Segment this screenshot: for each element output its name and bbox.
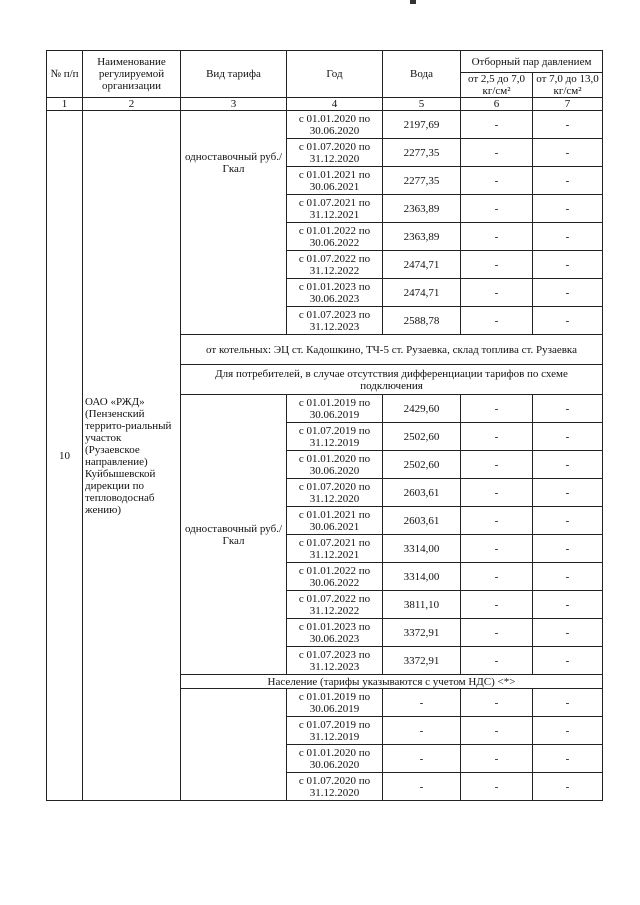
tariff-type: одноставочный руб./Гкал — [181, 111, 287, 335]
steam-a-value: - — [461, 279, 533, 307]
steam-b-value: - — [533, 251, 603, 279]
organization-name: ОАО «РЖД» (Пензенский террито-риальный участок (Рузаевское направление) Куйбышевской дирекции по тепловодоснаб жению) — [83, 111, 181, 801]
steam-a-value: - — [461, 307, 533, 335]
period-cell: с 01.01.2019 по 30.06.2019 — [287, 689, 383, 717]
water-value: - — [383, 773, 461, 801]
scan-mark — [410, 0, 416, 4]
steam-a-value: - — [461, 195, 533, 223]
header-year: Год — [287, 51, 383, 98]
steam-a-value: - — [461, 745, 533, 773]
water-value: 2502,60 — [383, 423, 461, 451]
period-cell: с 01.01.2022 по 30.06.2022 — [287, 223, 383, 251]
water-value: 2588,78 — [383, 307, 461, 335]
steam-b-value: - — [533, 279, 603, 307]
period-cell: с 01.07.2021 по 31.12.2021 — [287, 195, 383, 223]
period-cell: с 01.01.2021 по 30.06.2021 — [287, 167, 383, 195]
water-value: 3811,10 — [383, 591, 461, 619]
header-steam: Отборный пар давлением — [461, 51, 603, 73]
water-value: 2603,61 — [383, 507, 461, 535]
steam-b-value: - — [533, 507, 603, 535]
steam-a-value: - — [461, 535, 533, 563]
header-steam-a: от 2,5 до 7,0 кг/см² — [461, 73, 533, 98]
population-note: Население (тарифы указываются с учетом НДС) <*> — [181, 675, 603, 689]
water-value: 3372,91 — [383, 619, 461, 647]
water-value: - — [383, 717, 461, 745]
steam-b-value: - — [533, 195, 603, 223]
steam-b-value: - — [533, 619, 603, 647]
period-cell: с 01.01.2019 по 30.06.2019 — [287, 395, 383, 423]
steam-b-value: - — [533, 479, 603, 507]
steam-a-value: - — [461, 139, 533, 167]
steam-a-value: - — [461, 451, 533, 479]
steam-b-value: - — [533, 139, 603, 167]
water-value: - — [383, 689, 461, 717]
water-value: 2603,61 — [383, 479, 461, 507]
tariff-type-empty — [181, 689, 287, 801]
column-number: 6 — [461, 98, 533, 111]
steam-b-value: - — [533, 745, 603, 773]
water-value: 2197,69 — [383, 111, 461, 139]
period-cell: с 01.07.2022 по 31.12.2022 — [287, 591, 383, 619]
table-row — [47, 111, 603, 139]
water-value: 2474,71 — [383, 251, 461, 279]
steam-a-value: - — [461, 647, 533, 675]
steam-a-value: - — [461, 423, 533, 451]
steam-a-value: - — [461, 507, 533, 535]
steam-a-value: - — [461, 689, 533, 717]
water-value: 2429,60 — [383, 395, 461, 423]
steam-b-value: - — [533, 689, 603, 717]
steam-a-value: - — [461, 563, 533, 591]
steam-b-value: - — [533, 535, 603, 563]
header-tariff-type: Вид тарифа — [181, 51, 287, 98]
column-number: 2 — [83, 98, 181, 111]
steam-a-value: - — [461, 591, 533, 619]
period-cell: с 01.07.2020 по 31.12.2020 — [287, 139, 383, 167]
steam-b-value: - — [533, 111, 603, 139]
steam-a-value: - — [461, 773, 533, 801]
water-value: - — [383, 745, 461, 773]
header-water: Вода — [383, 51, 461, 98]
boiler-note: от котельных: ЭЦ ст. Кадошкино, ТЧ-5 ст. Рузаевка, склад топлива ст. Рузаевка — [181, 335, 603, 365]
column-number: 5 — [383, 98, 461, 111]
water-value: 2277,35 — [383, 139, 461, 167]
period-cell: с 01.07.2021 по 31.12.2021 — [287, 535, 383, 563]
steam-a-value: - — [461, 479, 533, 507]
period-cell: с 01.01.2022 по 30.06.2022 — [287, 563, 383, 591]
period-cell: с 01.01.2020 по 30.06.2020 — [287, 745, 383, 773]
period-cell: с 01.07.2022 по 31.12.2022 — [287, 251, 383, 279]
steam-b-value: - — [533, 647, 603, 675]
steam-b-value: - — [533, 423, 603, 451]
water-value: 2363,89 — [383, 223, 461, 251]
column-number: 3 — [181, 98, 287, 111]
water-value: 2502,60 — [383, 451, 461, 479]
steam-a-value: - — [461, 717, 533, 745]
steam-b-value: - — [533, 307, 603, 335]
period-cell: с 01.01.2020 по 30.06.2020 — [287, 451, 383, 479]
steam-a-value: - — [461, 251, 533, 279]
steam-b-value: - — [533, 167, 603, 195]
water-value: 3314,00 — [383, 535, 461, 563]
period-cell: с 01.07.2023 по 31.12.2023 — [287, 307, 383, 335]
steam-b-value: - — [533, 773, 603, 801]
period-cell: с 01.07.2019 по 31.12.2019 — [287, 717, 383, 745]
period-cell: с 01.01.2020 по 30.06.2020 — [287, 111, 383, 139]
row-number: 10 — [47, 111, 83, 801]
water-value: 3372,91 — [383, 647, 461, 675]
header-org: Наименование регулируемой организации — [83, 51, 181, 98]
column-number: 4 — [287, 98, 383, 111]
steam-a-value: - — [461, 167, 533, 195]
steam-b-value: - — [533, 717, 603, 745]
column-number: 7 — [533, 98, 603, 111]
steam-b-value: - — [533, 591, 603, 619]
steam-b-value: - — [533, 395, 603, 423]
steam-a-value: - — [461, 619, 533, 647]
tariff-table — [46, 50, 603, 801]
period-cell: с 01.01.2023 по 30.06.2023 — [287, 279, 383, 307]
header-steam-b: от 7,0 до 13,0 кг/см² — [533, 73, 603, 98]
period-cell: с 01.07.2023 по 31.12.2023 — [287, 647, 383, 675]
period-cell: с 01.01.2023 по 30.06.2023 — [287, 619, 383, 647]
water-value: 2474,71 — [383, 279, 461, 307]
period-cell: с 01.07.2020 по 31.12.2020 — [287, 479, 383, 507]
consumers-note: Для потребителей, в случае отсутствия дифференциации тарифов по схеме подключения — [181, 365, 603, 395]
period-cell: с 01.01.2021 по 30.06.2021 — [287, 507, 383, 535]
water-value: 2277,35 — [383, 167, 461, 195]
steam-b-value: - — [533, 223, 603, 251]
tariff-body — [47, 111, 603, 801]
steam-a-value: - — [461, 395, 533, 423]
water-value: 3314,00 — [383, 563, 461, 591]
steam-b-value: - — [533, 451, 603, 479]
column-numbers-row — [47, 98, 603, 111]
header-num: № п/п — [47, 51, 83, 98]
water-value: 2363,89 — [383, 195, 461, 223]
steam-b-value: - — [533, 563, 603, 591]
tariff-type: одноставочный руб./Гкал — [181, 395, 287, 675]
period-cell: с 01.07.2020 по 31.12.2020 — [287, 773, 383, 801]
column-number: 1 — [47, 98, 83, 111]
steam-a-value: - — [461, 223, 533, 251]
steam-a-value: - — [461, 111, 533, 139]
period-cell: с 01.07.2019 по 31.12.2019 — [287, 423, 383, 451]
